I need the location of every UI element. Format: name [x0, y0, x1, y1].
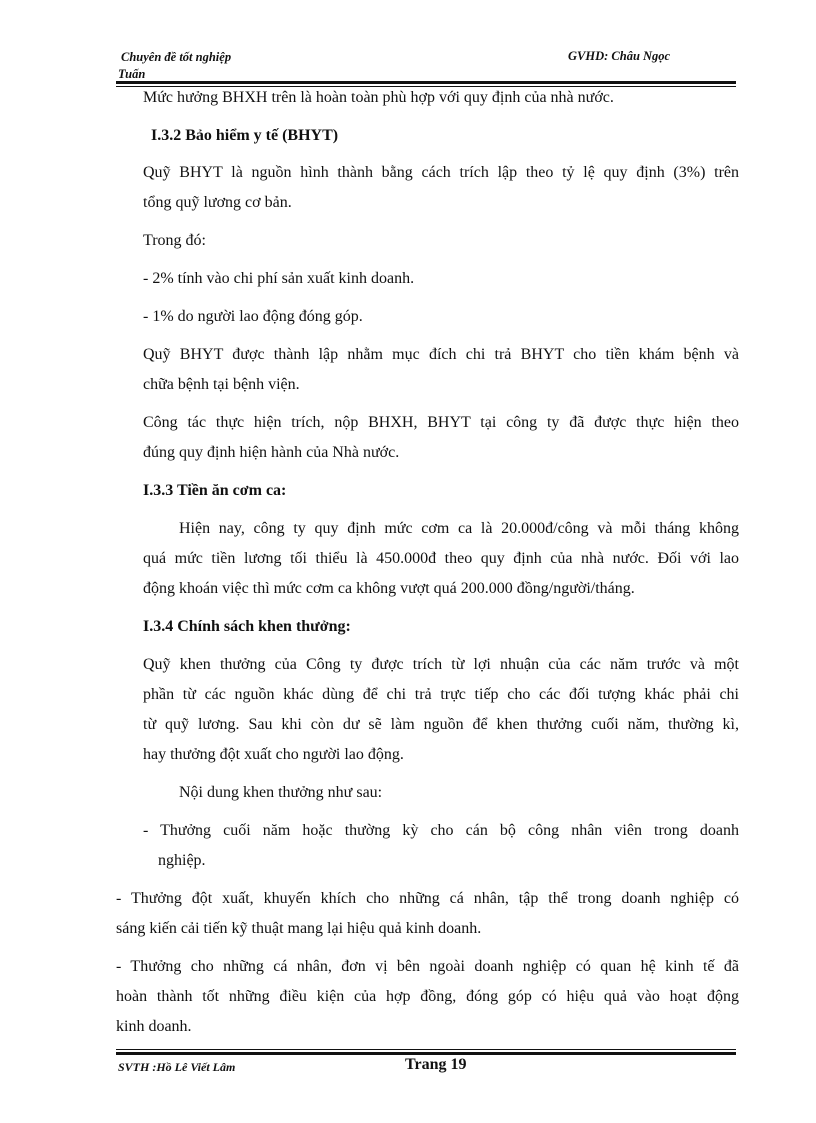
- header-advisor: GVHD: Châu Ngọc: [568, 49, 671, 63]
- list-item-line: nghiệp.: [158, 852, 206, 869]
- paragraph-line: chữa bệnh tại bệnh viện.: [143, 376, 300, 393]
- footer-rule-thin: [116, 1049, 736, 1050]
- paragraph-line: Công tác thực hiện trích, nộp BHXH, BHYT tại công ty đã được thực hiện theo: [143, 414, 739, 431]
- footer-author: SVTH :Hồ Lê Viết Lâm: [118, 1060, 236, 1074]
- paragraph-line: tổng quỹ lương cơ bản.: [143, 194, 292, 211]
- header-title-line2: Tuấn: [118, 67, 146, 81]
- page-number: Trang 19: [405, 1056, 467, 1073]
- list-item: - 1% do người lao động đóng góp.: [143, 308, 363, 325]
- paragraph-line: từ quỹ lương. Sau khi còn dư sẽ làm nguồn để khen thưởng cuối năm, thường kì,: [143, 716, 739, 733]
- paragraph-line: phần từ các nguồn khác dùng để chi trả trực tiếp cho các đối tượng khác phải chi: [143, 686, 739, 703]
- header-title: [118, 49, 318, 83]
- header-title-line1: Chuyên đề tốt nghiệp: [121, 50, 232, 64]
- paragraph: Mức hưởng BHXH trên là hoàn toàn phù hợp với quy định của nhà nước.: [143, 89, 614, 106]
- section-heading: I.3.3 Tiền ăn cơm ca:: [143, 482, 287, 499]
- list-item-line: - Thưởng cuối năm hoặc thường kỳ cho cán bộ công nhân viên trong doanh: [143, 822, 739, 839]
- list-item-line: - Thưởng đột xuất, khuyến khích cho những cá nhân, tập thể trong doanh nghiệp có: [116, 890, 739, 907]
- paragraph-line: quá mức tiền lương tối thiểu là 450.000đ theo quy định của nhà nước. Đối với lao: [143, 550, 739, 567]
- footer-rule-thick: [116, 1052, 736, 1055]
- paragraph-line: Hiện nay, công ty quy định mức cơm ca là 20.000đ/công và mỗi tháng không: [179, 520, 739, 537]
- paragraph-line: Quỹ BHYT là nguồn hình thành bằng cách trích lập theo tỷ lệ quy định (3%) trên: [143, 164, 739, 181]
- list-item-line: kinh doanh.: [116, 1018, 192, 1035]
- paragraph-line: đúng quy định hiện hành của Nhà nước.: [143, 444, 400, 461]
- paragraph: Trong đó:: [143, 232, 206, 249]
- paragraph-line: động khoán việc thì mức cơm ca không vượt quá 200.000 đồng/người/tháng.: [143, 580, 635, 597]
- list-item-line: - Thưởng cho những cá nhân, đơn vị bên ngoài doanh nghiệp có quan hệ kinh tế đã: [116, 958, 739, 975]
- paragraph-line: hay thưởng đột xuất cho người lao động.: [143, 746, 404, 763]
- paragraph-line: Quỹ khen thưởng của Công ty được trích từ lợi nhuận của các năm trước và một: [143, 656, 739, 673]
- list-item: - 2% tính vào chi phí sản xuất kinh doanh.: [143, 270, 415, 287]
- section-heading: I.3.4 Chính sách khen thưởng:: [143, 618, 351, 635]
- list-item-line: hoàn thành tốt những điều kiện của hợp đồng, đóng góp có hiệu quả vào hoạt động: [116, 988, 739, 1005]
- paragraph-line: Quỹ BHYT được thành lập nhằm mục đích chi trả BHYT cho tiền khám bệnh và: [143, 346, 739, 363]
- section-heading: I.3.2 Bảo hiểm y tế (BHYT): [151, 127, 339, 144]
- paragraph: Nội dung khen thưởng như sau:: [179, 784, 383, 801]
- list-item-line: sáng kiến cải tiến kỹ thuật mang lại hiệu quả kinh doanh.: [116, 920, 482, 937]
